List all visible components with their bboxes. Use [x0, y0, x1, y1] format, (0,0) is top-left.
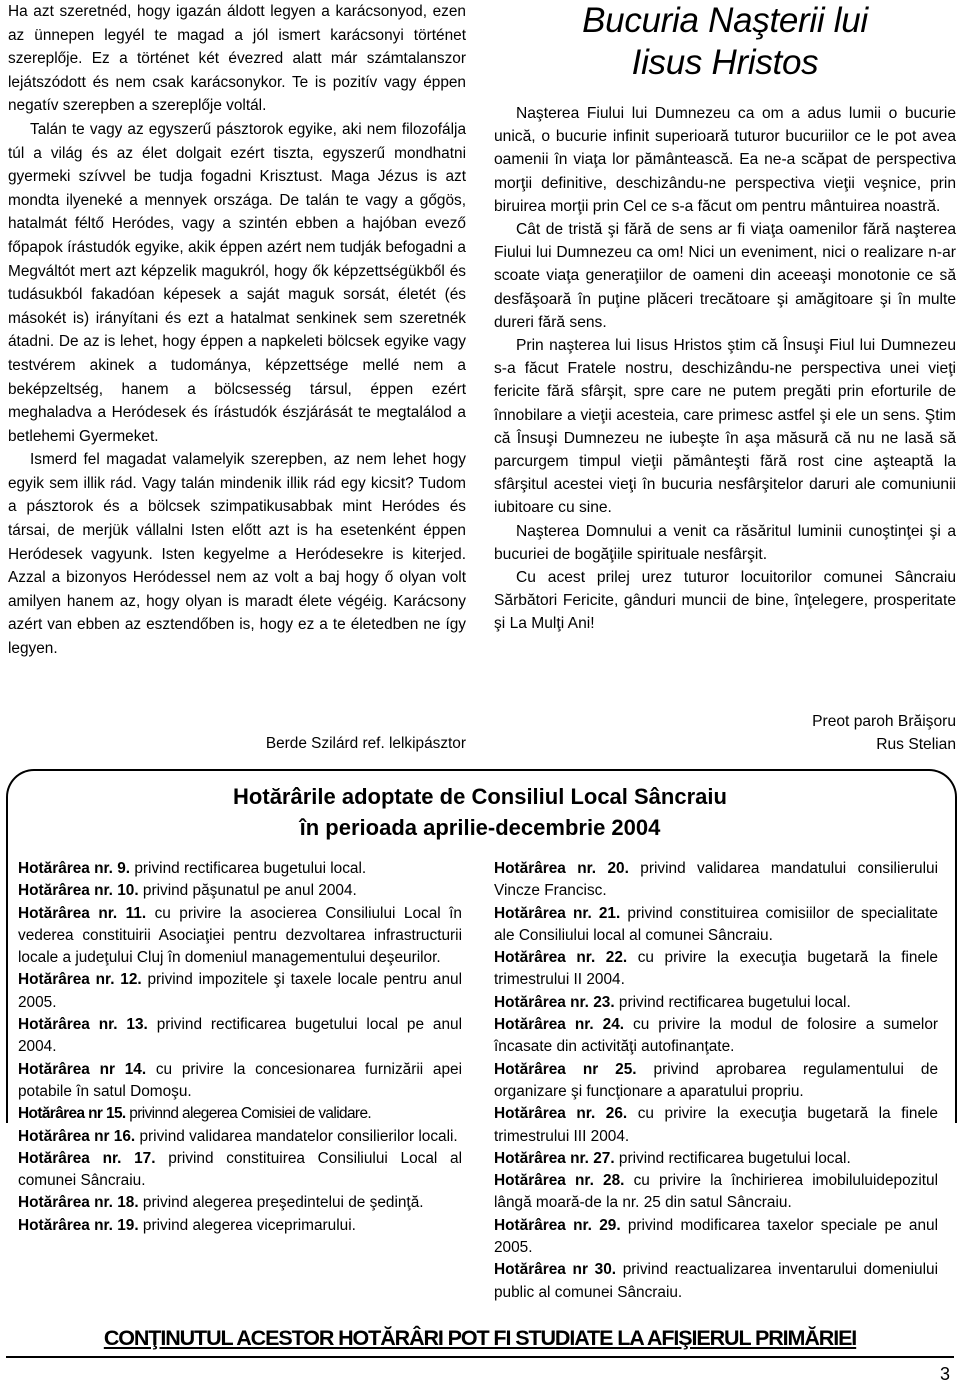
- ro-signature-line-1: Preot paroh Brăişoru: [812, 713, 956, 730]
- decision-item: Hotărârea nr. 21. privind constituirea comisiilor de specialitate ale Consiliului local al comunei Sâncraiu.: [494, 904, 938, 944]
- decision-item: Hotărârea nr 15. privinnd alegerea Comisiei de validare.: [18, 1105, 372, 1123]
- decision-item: Hotărârea nr. 12. privind impozitele şi taxele locale pentru anul 2005.: [18, 971, 462, 1011]
- romanian-article: [494, 102, 956, 636]
- decision-item: Hotărârea nr. 27. privind rectificarea bugetului local.: [494, 1149, 851, 1167]
- decision-item: Hotărârea nr. 10. privind păşunatul pe anul 2004.: [18, 882, 357, 900]
- ro-paragraph-2: Cât de tristă şi fără de sens ar fi viaţa oamenilor fără naşterea Fiului lui Dumnezeu ca om! Nici un eveniment, nici o realizare n-ar scoate viaţa generaţiilor de oameni din aceeaşi monotonie ce să desfăşoară în puţine plăceri trecătoare şi amăgitoare şi în multe dureri fără sens.: [494, 221, 956, 331]
- decision-item: Hotărârea nr 25. privind aprobarea regulamentului de organizare şi funcţionare a aparatului propriu.: [494, 1060, 939, 1100]
- decision-item: Hotărârea nr. 22. cu privire la execuţia bugetară la finele trimestrului II 2004.: [494, 949, 938, 989]
- ro-title-line-1: Bucuria Naşterii lui: [582, 1, 868, 40]
- hu-paragraph-1: Ha azt szeretnéd, hogy igazán áldott legyen a karácsonyod, ezen az ünnepen legyél te magad a jól ismert karácsonyi történet szereplője. Ez a történet két évezred alatt már számtalanszor lejátszódott és nem csak karácsonykor. Te is pozitív vagy éppen negatív szerepben a szereplője voltál.: [8, 3, 466, 115]
- decision-item: Hotărârea nr 30. privind reactualizarea inventarului domeniului public al comunei Sâncraiu.: [494, 1261, 938, 1301]
- decision-item: Hotărârea nr. 11. cu privire la asocierea Consiliului Local în vederea constituirii Asociaţiei pentru dezvoltarea infrastructurii locale a judeţului Cluj în domeniul managementului deşeurilor.: [18, 904, 462, 967]
- decision-item: Hotărârea nr. 23. privind rectificarea bugetului local.: [494, 993, 851, 1011]
- ro-title-line-2: Iisus Hristos: [631, 43, 819, 82]
- decision-item: Hotărârea nr. 20. privind validarea mandatului consilierului Vincze Francisc.: [494, 860, 939, 900]
- ro-paragraph-4: Naşterea Domnului a venit ca răsăritul luminii cunoştinţei şi a bucuriei de bogăţiile spirituale nesfârşit.: [494, 522, 956, 563]
- decisions-title-line-1: Hotărârile adoptate de Consiliul Local Sâncraiu: [233, 784, 727, 809]
- decision-item: Hotărârea nr. 26. cu privire la execuţia bugetară la finele trimestrului III 2004.: [494, 1105, 938, 1145]
- decision-item: Hotărârea nr. 28. cu privire la închirierea imobiluluidepozitul lângă moară-de la nr. 25 din satul Sâncraiu.: [494, 1172, 938, 1212]
- decisions-title: [0, 781, 960, 843]
- footer-notice: CONŢINUTUL ACESTOR HOTĂRÂRI POT FI STUDIATE LA AFIŞIERUL PRIMĂRIEI: [103, 1326, 857, 1350]
- decision-item: Hotărârea nr. 18. privind alegerea preşedintelui de şedinţă.: [18, 1194, 424, 1212]
- ro-signature: [660, 710, 956, 756]
- decision-item: Hotărârea nr 14. cu privire la concesionarea furnizării apei potabile în satul Domoşu.: [18, 1060, 462, 1100]
- hu-paragraph-3: Ismerd fel magadat valamelyik szerepben, az nem lehet hogy egyik sem illik rád. Vagy talán mindenik illik rád egy kicsit? Tudom a pásztorok és a bölcsek szimpatikusabbak mint Heródes és társai, de merjük vállalni Isten előtt azt is ha esetenként éppen Heródesek vagyunk. Isten kegyelme a Heródesekre is kiterjed. Azzal a bizonyos Heródessel nem az volt a baj hogy ő olyan volt amilyen hanem az, hogy olyan is maradt élete végéig. Karácsony azért van ebben az esztendőben is, hogy ez a te életedben ne így legyen.: [8, 451, 466, 658]
- decision-item: Hotărârea nr. 24. cu privire la modul de folosire a sumelor încasate din activităţi autofinanţate.: [494, 1016, 939, 1056]
- ro-paragraph-1: Naşterea Fiului lui Dumnezeu ca om a adus lumii o bucurie unică, o bucurie infinit superioară tuturor bucuriilor ce le pot avea oamenii în viaţa lor pământească. Ea ne-a scăpat de perspectiva morţii definitive, deschizându-ne perspectiva vieţii veşnice, prin biruirea morţii prin Cel ce s-a făcut om pentru mântuirea noastră.: [494, 105, 956, 215]
- ro-signature-line-2: Rus Stelian: [876, 736, 956, 753]
- bottom-divider: [6, 1356, 954, 1358]
- decision-item: Hotărârea nr. 9. privind rectificarea bugetului local.: [18, 860, 367, 877]
- decision-item: Hotărârea nr. 13. privind rectificarea bugetului local pe anul 2004.: [18, 1016, 463, 1056]
- decision-item: Hotărârea nr. 17. privind constituirea Consiliului Local al comunei Sâncraiu.: [18, 1149, 463, 1190]
- decision-item: Hotărârea nr. 19. privind alegerea viceprimarului.: [18, 1216, 356, 1234]
- hu-signature: Berde Szilárd ref. lelkipásztor: [265, 735, 466, 752]
- ro-paragraph-5: Cu acest prilej urez tuturor locuitorilor comunei Sâncraiu Sărbători Fericite, gânduri muncii de bine, înţelegere, prosperitate şi La Mulţi Ani!: [494, 569, 956, 633]
- romanian-article-title: [494, 0, 956, 84]
- hu-paragraph-2: Talán te vagy az egyszerű pásztorok egyike, aki nem filozofálja túl a világ és az élet dolgait ezért tiszta, egyszerű mondhatni gyermeki szívvel be tudja fogadni Krisztust. Maga Jézus is azt mondta ilyeneké a mennyek országa. De talán te vagy a gőgös, hatalmát féltő Heródes, vagy a szintén ebben a hajóban evező főpapok írástudók egyike, akik éppen azért nem tudják befogadni a Megváltót mert azt képzelik magukról, hogy ők képzettségükből és tudásukból fakadóan képesek a saját maguk sorsát, életét (és másokét is) irányítani és ezt a hatalmat senkinek sem szeretnék átadni. De az is lehet, hogy éppen a napkeleti bölcsek egyike vagy testvérem akinek a tudománya, képzettsége mellé nem a beképzeltség, hanem a bölcsesség társul, éppen ezért meghaladva a Heródesek és írástudók észjárását te megtalálod a betlehemi Gyermeket.: [8, 120, 466, 445]
- decision-item: Hotărârea nr. 29. privind modificarea taxelor speciale pe anul 2005.: [494, 1216, 938, 1257]
- decisions-right-column: [494, 858, 938, 1304]
- hungarian-article: [8, 0, 466, 661]
- ro-paragraph-3: Prin naşterea lui Iisus Hristos ştim că Însuşi Fiul lui Dumnezeu s-a făcut Fratele nostru, deschizându-ne perspectiva unei vieţi fericite fără sfârşit, spre care ne putem pregăti prin eforturile de înnobilare a vieţii acesteia, care primesc astfel şi ele un sens. Ştim că Însuşi Dumnezeu ne iubeşte în aşa măsură că nu ne lasă să parcurgem timpul vieţii pământeşti fără rost cine aşteaptă la sfârşitul acestei vieţi în bucuria nesfârşitelor daruri ale comuniunii iubitoare cu sine.: [494, 337, 956, 517]
- decisions-title-line-2: în perioada aprilie-decembrie 2004: [299, 815, 661, 840]
- decisions-left-column: [18, 858, 462, 1237]
- decision-item: Hotărârea nr 16. privind validarea mandatelor consilierilor locali.: [18, 1127, 458, 1145]
- page-number: 3: [939, 1364, 950, 1384]
